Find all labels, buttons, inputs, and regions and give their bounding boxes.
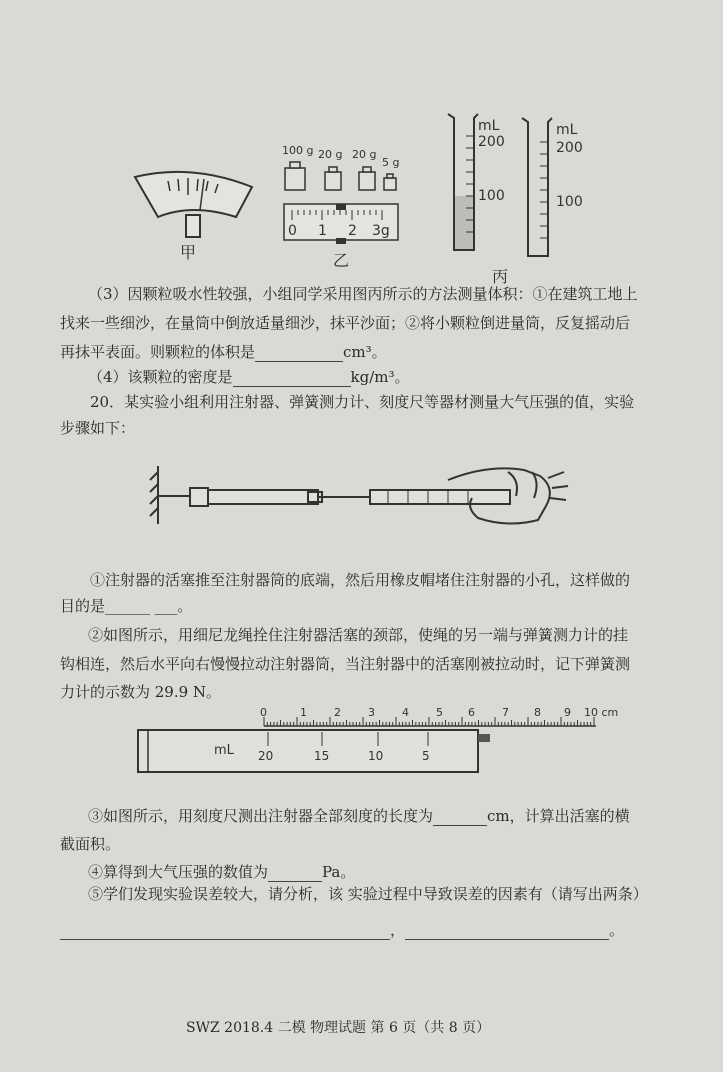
- syringe-spring-apparatus: [148, 458, 578, 538]
- syringe-mark-20: 20: [258, 749, 274, 763]
- length-answer-blank[interactable]: [433, 825, 487, 826]
- q20-step4-text: ④算得到大气压强的数值为: [88, 863, 269, 881]
- q20-step3-text: ③如图所示，用刻度尺测出注射器全部刻度的长度为: [88, 807, 434, 825]
- ruler-mark-1: 1: [300, 706, 307, 719]
- figure-yi-label: 乙: [333, 251, 350, 270]
- cylinder-200-left: 200: [478, 134, 505, 150]
- cylinder-200-right: 200: [556, 140, 583, 156]
- figure-yi-weights: [280, 140, 410, 200]
- ruler-mark-8: 8: [534, 706, 541, 719]
- q20-step1-line1: ①注射器的活塞推至注射器筒的底端，然后用橡皮帽堵住注射器的小孔，这样做的: [90, 571, 631, 589]
- q20-step2-line2: 钩相连，然后水平向右慢慢拉动注射器筒，当注射器中的活塞刚被拉动时，记下弹簧测: [60, 655, 631, 673]
- volume-answer-blank[interactable]: [255, 361, 343, 362]
- weight-20g-a: 20 g: [318, 148, 343, 161]
- scale-mark-1: 1: [318, 223, 327, 239]
- figure-yi-scale: [282, 202, 402, 248]
- ruler-mark-0: 0: [260, 706, 267, 719]
- scale-mark-3g: 3g: [372, 223, 390, 239]
- ruler-mark-2: 2: [334, 706, 341, 719]
- ruler-mark-5: 5: [436, 706, 443, 719]
- cylinder-100-left: 100: [478, 188, 505, 204]
- q19-part3-unit: cm³。: [343, 343, 387, 361]
- syringe-unit: mL: [214, 743, 234, 758]
- q20-step2-line3: 力计的示数为 29.9 N。: [60, 683, 222, 701]
- syringe-mark-10: 10: [368, 749, 384, 763]
- q20-step4: [88, 862, 355, 882]
- q19-part3-text: 再抹平表面。则颗粒的体积是: [60, 343, 256, 361]
- q19-part3-line2: 找来一些细沙，在量筒中倒放适量细沙，抹平沙面；②将小颗粒倒进量筒，反复摇动后: [60, 314, 631, 332]
- ruler-syringe-figure: [128, 702, 628, 782]
- q20-step3-line1: [88, 806, 630, 826]
- weight-5g: 5 g: [382, 156, 400, 169]
- figure-bing-cylinders: [440, 108, 590, 263]
- density-answer-blank[interactable]: [233, 386, 351, 387]
- q20-step3-unit: cm，计算出活塞的横: [487, 807, 630, 825]
- pressure-answer-blank[interactable]: [268, 881, 322, 882]
- q20-step4-unit: Pa。: [322, 863, 356, 881]
- ruler-mark-7: 7: [502, 706, 509, 719]
- q20-step3-line2: 截面积。: [60, 835, 121, 853]
- ruler-mark-9: 9: [564, 706, 571, 719]
- q19-part4-text: （4）该颗粒的密度是: [88, 368, 233, 386]
- scale-mark-0: 0: [288, 223, 297, 239]
- ruler-mark-3: 3: [368, 706, 375, 719]
- error-factor-1-blank[interactable]: [60, 939, 390, 940]
- q20-step5-answer-line: [60, 920, 624, 940]
- weight-20g-b: 20 g: [352, 148, 377, 161]
- q19-part4-unit: kg/m³。: [350, 368, 410, 386]
- ruler-mark-6: 6: [468, 706, 475, 719]
- q20-intro-line2: 步骤如下：: [60, 419, 136, 437]
- q20-step2-line1: ②如图所示，用细尼龙绳拴住注射器活塞的颈部，使绳的另一端与弹簧测力计的挂: [88, 626, 629, 644]
- syringe-mark-15: 15: [314, 749, 330, 763]
- ruler-mark-4: 4: [402, 706, 409, 719]
- q19-part3-line3: [60, 342, 387, 362]
- syringe-mark-5: 5: [422, 749, 430, 763]
- cylinder-unit-left: mL: [478, 118, 500, 134]
- figure-jia-balance-dial: [130, 165, 260, 245]
- error-factor-2-blank[interactable]: [405, 939, 609, 940]
- scale-mark-2: 2: [348, 223, 357, 239]
- q20-step5-sep: ，: [390, 921, 406, 939]
- q19-part4: [88, 367, 410, 387]
- page-footer: SWZ 2018.4 二模 物理试题 第 6 页（共 8 页）: [186, 1020, 491, 1036]
- q19-part3-line1: （3）因颗粒吸水性较强，小组同学采用图丙所示的方法测量体积：①在建筑工地上: [88, 285, 638, 303]
- cylinder-100-right: 100: [556, 194, 583, 210]
- cylinder-unit-right: mL: [556, 122, 578, 138]
- ruler-mark-10cm: 10 cm: [584, 706, 619, 719]
- figure-bing-label: 丙: [492, 267, 509, 286]
- q20-intro-line1: 20．某实验小组利用注射器、弹簧测力计、刻度尺等器材测量大气压强的值，实验: [90, 393, 635, 411]
- weight-100g: 100 g: [282, 144, 314, 157]
- q20-step5: ⑤学们发现实验误差较大，请分析，该 实验过程中导致误差的因素有（请写出两条）: [88, 885, 648, 903]
- figure-jia-label: 甲: [180, 243, 197, 262]
- q20-step5-end: 。: [609, 921, 625, 939]
- q20-step1-line2: 目的是______ ___。: [60, 597, 193, 615]
